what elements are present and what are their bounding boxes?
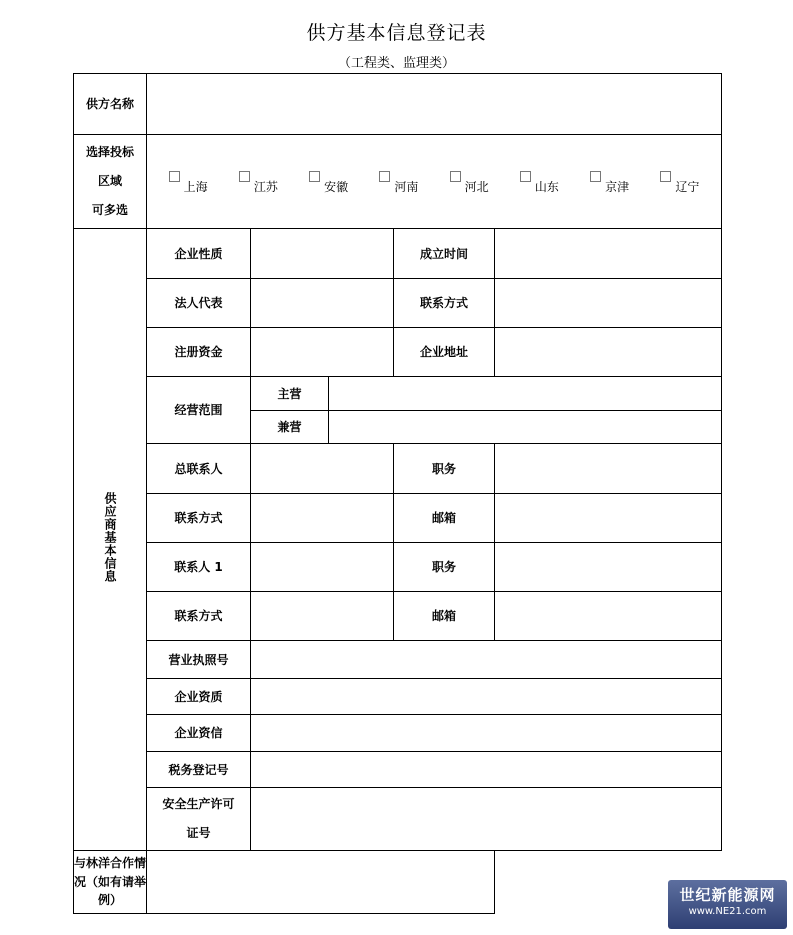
watermark-line1: 世纪新能源网 xyxy=(679,886,776,904)
reg-capital-field[interactable] xyxy=(251,328,394,377)
contact-method-label: 联系方式 xyxy=(394,279,495,328)
address-label: 企业地址 xyxy=(394,328,495,377)
license-no-label: 营业执照号 xyxy=(147,641,251,679)
business-scope-label: 经营范围 xyxy=(147,377,251,444)
safety-license-label-line2: 证号 xyxy=(186,826,211,840)
region-label xyxy=(74,135,147,229)
cooperation-label-line2: 况（如有请举 xyxy=(74,874,147,889)
email-field-2[interactable] xyxy=(495,592,722,641)
email-label-2: 邮箱 xyxy=(394,592,495,641)
established-label: 成立时间 xyxy=(394,229,495,279)
checkbox-icon[interactable] xyxy=(169,171,180,182)
supplier-name-field[interactable] xyxy=(147,74,722,135)
credit-field[interactable] xyxy=(251,715,722,752)
main-business-label: 主营 xyxy=(251,377,329,411)
region-option-anhui[interactable]: 安徽 xyxy=(309,173,348,191)
position-field[interactable] xyxy=(495,444,722,494)
section-label: 供应商基本信息 xyxy=(74,229,147,851)
site-watermark-logo xyxy=(668,880,787,929)
side-business-field[interactable] xyxy=(329,411,722,444)
established-field[interactable] xyxy=(495,229,722,279)
checkbox-icon[interactable] xyxy=(520,171,531,182)
legal-rep-label: 法人代表 xyxy=(147,279,251,328)
checkbox-icon[interactable] xyxy=(309,171,320,182)
contact-method-field-3[interactable] xyxy=(251,592,394,641)
position-field-2[interactable] xyxy=(495,543,722,592)
general-contact-field[interactable] xyxy=(251,444,394,494)
email-label: 邮箱 xyxy=(394,494,495,543)
credit-label: 企业资信 xyxy=(147,715,251,752)
contact-method-field[interactable] xyxy=(495,279,722,328)
position-label-2: 职务 xyxy=(394,543,495,592)
checkbox-icon[interactable] xyxy=(379,171,390,182)
cooperation-label-line1: 与林洋合作情 xyxy=(74,856,147,871)
region-option-liaoning[interactable]: 辽宁 xyxy=(660,173,699,191)
region-option-shanghai[interactable]: 上海 xyxy=(169,173,208,191)
region-options xyxy=(147,135,722,229)
safety-license-label-line1: 安全生产许可 xyxy=(162,797,235,812)
address-field[interactable] xyxy=(495,328,722,377)
watermark-line2: www.NE21.com xyxy=(688,906,767,917)
region-option-jingjin[interactable]: 京津 xyxy=(590,173,629,191)
registration-form-table xyxy=(73,73,722,914)
region-label-line2: 区域 xyxy=(97,174,122,189)
supplier-name-label: 供方名称 xyxy=(74,74,147,135)
safety-license-label xyxy=(147,788,251,851)
checkbox-icon[interactable] xyxy=(590,171,601,182)
qualification-label: 企业资质 xyxy=(147,679,251,715)
page-title: 供方基本信息登记表 xyxy=(306,22,487,44)
license-no-field[interactable] xyxy=(251,641,722,679)
region-label-line1: 选择投标 xyxy=(85,145,134,160)
checkbox-icon[interactable] xyxy=(450,171,461,182)
legal-rep-field[interactable] xyxy=(251,279,394,328)
page-subtitle: （工程类、监理类） xyxy=(337,56,455,71)
checkbox-icon[interactable] xyxy=(239,171,250,182)
region-label-line3: 可多选 xyxy=(91,202,128,217)
cooperation-field[interactable] xyxy=(147,851,495,914)
general-contact-label: 总联系人 xyxy=(147,444,251,494)
cooperation-label-line3: 例） xyxy=(97,893,122,908)
region-option-jiangsu[interactable]: 江苏 xyxy=(239,173,278,191)
region-option-shandong[interactable]: 山东 xyxy=(520,173,559,191)
contact-method-field-2[interactable] xyxy=(251,494,394,543)
contact1-label: 联系人 1 xyxy=(147,543,251,592)
checkbox-icon[interactable] xyxy=(660,171,671,182)
contact1-field[interactable] xyxy=(251,543,394,592)
tax-no-field[interactable] xyxy=(251,752,722,788)
position-label: 职务 xyxy=(394,444,495,494)
cooperation-label xyxy=(74,851,147,914)
enterprise-nature-label: 企业性质 xyxy=(147,229,251,279)
enterprise-nature-field[interactable] xyxy=(251,229,394,279)
email-field[interactable] xyxy=(495,494,722,543)
qualification-field[interactable] xyxy=(251,679,722,715)
region-option-hebei[interactable]: 河北 xyxy=(450,173,489,191)
safety-license-field[interactable] xyxy=(251,788,722,851)
side-business-label: 兼营 xyxy=(251,411,329,444)
region-option-henan[interactable]: 河南 xyxy=(379,173,418,191)
reg-capital-label: 注册资金 xyxy=(147,328,251,377)
contact-method-label-3: 联系方式 xyxy=(147,592,251,641)
tax-no-label: 税务登记号 xyxy=(147,752,251,788)
contact-method-label-2: 联系方式 xyxy=(147,494,251,543)
main-business-field[interactable] xyxy=(329,377,722,411)
